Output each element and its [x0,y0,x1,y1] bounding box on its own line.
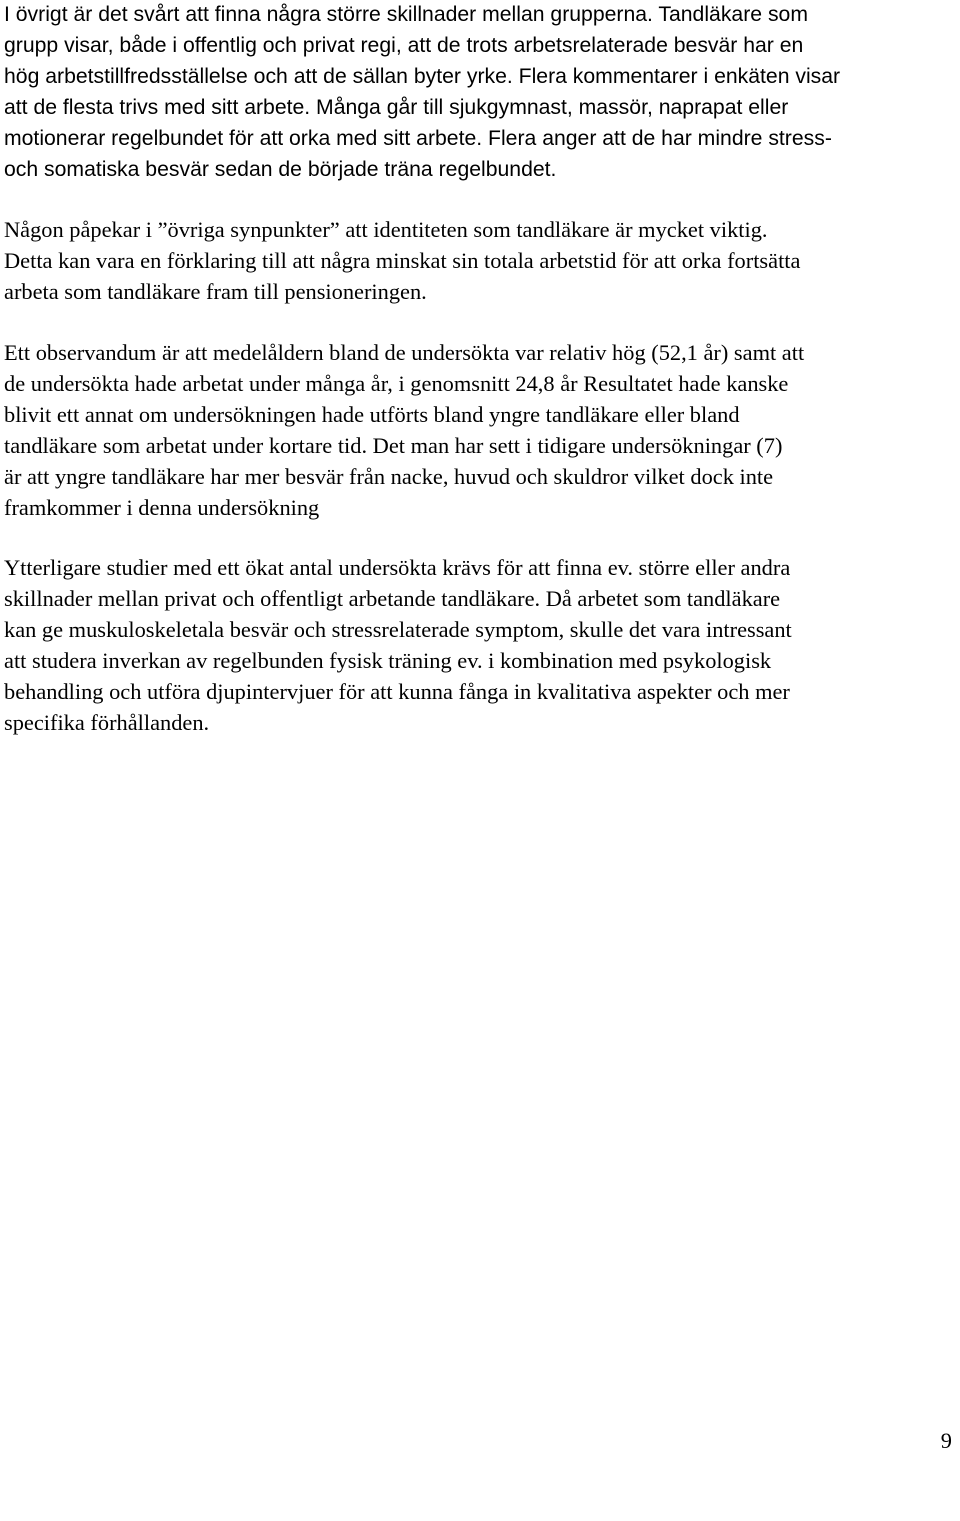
paragraph-line: specifika förhållanden. [4,709,210,735]
paragraph-line: och somatiska besvär sedan de började träna regelbundet. [4,157,557,181]
paragraph-line: skillnader mellan privat och offentligt arbetande tandläkare. Då arbetet som tandläkare [4,585,781,611]
paragraph-line: att studera inverkan av regelbunden fysisk träning ev. i kombination med psykologisk [4,647,772,673]
paragraph-line: grupp visar, både i offentlig och privat regi, att de trots arbetsrelaterade besvär har en [4,33,804,57]
paragraph-line: arbeta som tandläkare fram till pensioneringen. [4,278,427,304]
paragraph-line: Någon påpekar i ”övriga synpunkter” att identiteten som tandläkare är mycket viktig. [4,217,768,242]
paragraph-line: I övrigt är det svårt att finna några större skillnader mellan grupperna. Tandläkare som [4,3,808,26]
paragraph-line: framkommer i denna undersökning [4,494,320,520]
paragraph-1 [4,0,958,185]
paragraph-line: de undersökta hade arbetat under många år, i genomsnitt 24,8 år Resultatet hade kanske [4,370,789,396]
paragraph-4 [4,553,958,738]
paragraph-line: att de flesta trivs med sitt arbete. Många går till sjukgymnast, massör, naprapat eller [4,95,789,119]
paragraph-line: är att yngre tandläkare har mer besvär från nacke, huvud och skuldror vilket dock inte [4,463,774,489]
paragraph-line: motionerar regelbundet för att orka med sitt arbete. Flera anger att de har mindre stress- [4,126,832,150]
page-number: 9 [940,1428,952,1453]
paragraph-line: Ytterligare studier med ett ökat antal undersökta krävs för att finna ev. större eller andra [4,555,791,580]
paragraph-line: hög arbetstillfredsställelse och att de sällan byter yrke. Flera kommentarer i enkäten visar [4,64,841,88]
paragraph-line: tandläkare som arbetat under kortare tid. Det man har sett i tidigare undersökningar (7) [4,432,783,458]
paragraph-line: Ett observandum är att medelåldern bland de undersökta var relativ hög (52,1 år) samt att [4,340,805,365]
paragraph-line: behandling och utföra djupintervjuer för att kunna fånga in kvalitativa aspekter och mer [4,678,790,704]
paragraph-line: blivit ett annat om undersökningen hade utförts bland yngre tandläkare eller bland [4,401,740,427]
paragraph-line: Detta kan vara en förklaring till att några minskat sin totala arbetstid för att orka fortsätta [4,247,801,273]
paragraph-line: kan ge muskuloskeletala besvär och stressrelaterade symptom, skulle det vara intressant [4,616,792,642]
paragraph-2 [4,215,958,308]
paragraph-3 [4,338,958,523]
